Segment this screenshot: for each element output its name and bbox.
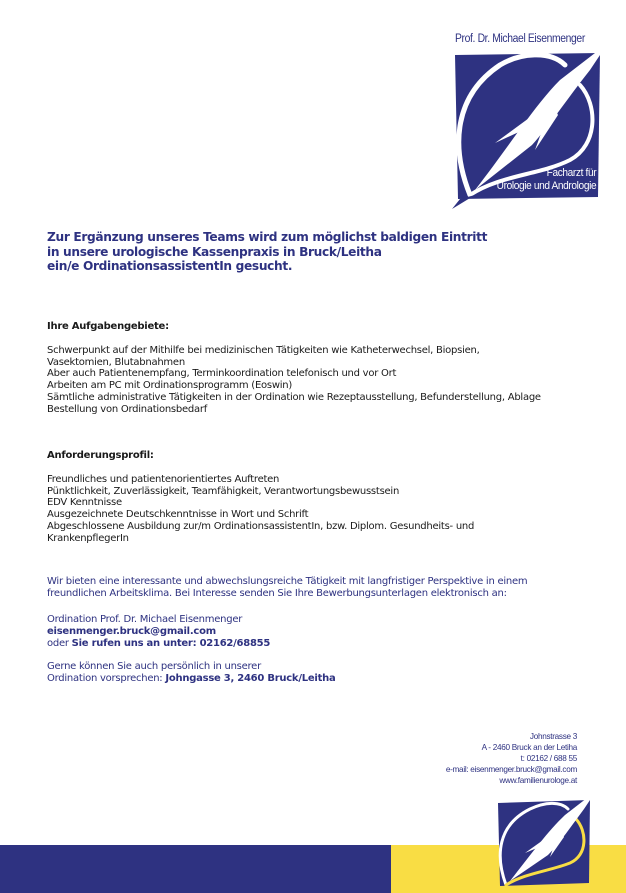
- offer-line: Wir bieten eine interessante und abwechslungsreiche Tätigkeit mit langfristiger Perspektive in einem: [47, 576, 528, 587]
- task-line: Schwerpunkt auf der Mithilfe bei medizinischen Tätigkeiten wie Katheterwechsel, Biopsien,: [47, 344, 480, 356]
- contact-phone-prefix: oder: [47, 637, 69, 649]
- contact-block: [47, 614, 335, 685]
- task-line: Bestellung von Ordinationsbedarf: [47, 403, 207, 415]
- tasks-section: [47, 321, 541, 416]
- tasks-title: Ihre Aufgabengebiete:: [47, 321, 169, 332]
- headline-line: in unsere urologische Kassenpraxis in Bruck/Leitha: [47, 244, 382, 259]
- requirement-line: EDV Kenntnisse: [47, 497, 122, 509]
- footer-address: [446, 731, 577, 786]
- headline-line: Zur Ergänzung unseres Teams wird zum möglichst baldigen Eintritt: [47, 230, 488, 244]
- logo-doctor-name: Prof. Dr. Michael Eisenmenger: [455, 33, 585, 45]
- requirement-line: Pünktlichkeit, Zuverlässigkeit, Teamfähigkeit, Verantwortungsbewusstsein: [47, 485, 400, 497]
- requirement-line: Abgeschlossene Ausbildung zur/m OrdinationsassistentIn, bzw. Diplom. Gesundheits- und: [47, 520, 475, 532]
- requirement-line: Freundliches und patientenorientiertes Auftreten: [47, 473, 280, 485]
- task-line: Vasektomien, Blutabnahmen: [47, 356, 185, 368]
- contact-practice: Ordination Prof. Dr. Michael Eisenmenger: [47, 614, 243, 625]
- address-website[interactable]: www.familienurologe.at: [499, 776, 577, 785]
- contact-email-link[interactable]: eisenmenger.bruck@gmail.com: [47, 625, 216, 637]
- task-line: Aber auch Patientenempfang, Terminkoordination telefonisch und vor Ort: [47, 368, 397, 380]
- footer-band-blue: [0, 845, 391, 893]
- contact-phone[interactable]: Sie rufen uns an unter: 02162/68855: [71, 637, 271, 649]
- visit-prefix: Ordination vorsprechen:: [47, 673, 163, 685]
- job-headline: [47, 230, 487, 274]
- requirements-section: [47, 450, 474, 545]
- visit-line: Gerne können Sie auch persönlich in unserer: [47, 661, 261, 673]
- address-email[interactable]: e-mail: eisenmenger.bruck@gmail.com: [445, 765, 577, 774]
- offer-line: freundlichen Arbeitsklima. Bei Interesse senden Sie Ihre Bewerbungsunterlagen elektronisch an:: [47, 587, 507, 599]
- visit-address: Johngasse 3, 2460 Bruck/Leitha: [165, 673, 336, 685]
- headline-line: ein/e OrdinationsassistentIn gesucht.: [47, 259, 293, 273]
- offer-text: [47, 576, 527, 600]
- requirement-line: KrankenpflegerIn: [47, 532, 129, 544]
- footer-logo-icon: [490, 785, 605, 893]
- requirements-title: Anforderungsprofil:: [47, 450, 154, 461]
- logo-specialty-line2: Urologie und Andrologie: [496, 180, 596, 192]
- address-city: A - 2460 Bruck an der Letiha: [481, 743, 577, 752]
- address-phone: t: 02162 / 688 55: [520, 754, 577, 763]
- logo-specialty-line1: Facharzt für: [546, 167, 596, 179]
- requirement-line: Ausgezeichnete Deutschkenntnisse in Wort und Schrift: [47, 509, 309, 521]
- task-line: Arbeiten am PC mit Ordinationsprogramm (Eoswin): [47, 380, 293, 392]
- address-street: Johnstrasse 3: [529, 732, 577, 741]
- logo-specialty: [496, 167, 596, 193]
- task-line: Sämtliche administrative Tätigkeiten in der Ordination wie Rezeptausstellung, Befunderstellung, Ablage: [47, 391, 541, 403]
